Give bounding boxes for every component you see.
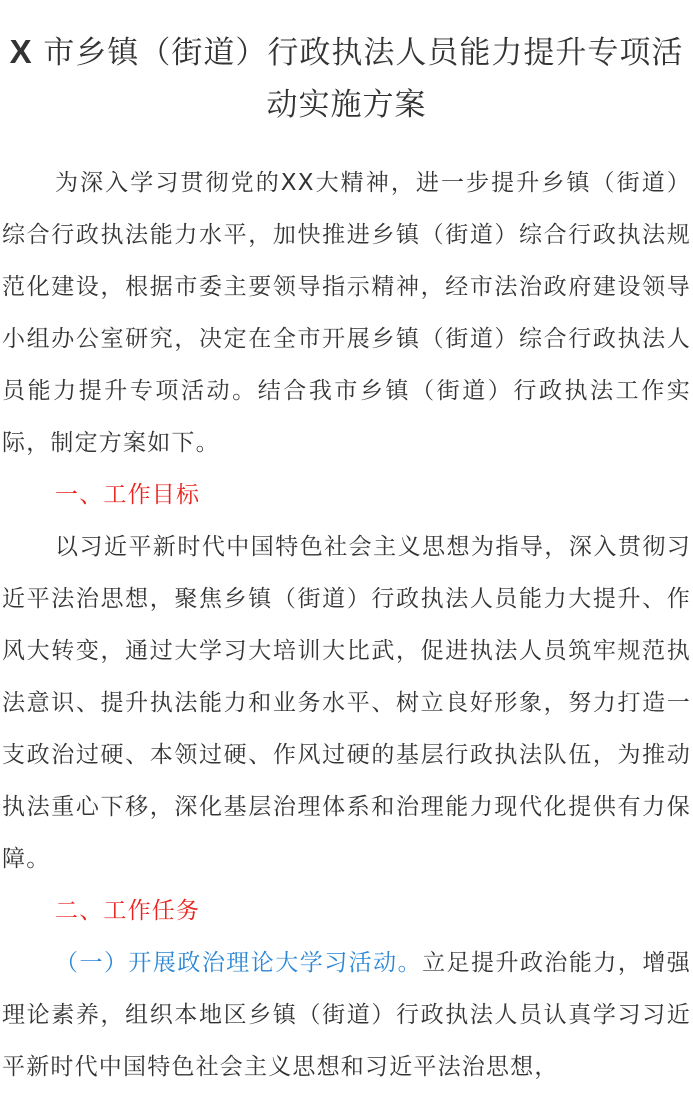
intro-paragraph: 为深入学习贯彻党的XX大精神，进一步提升乡镇（街道）综合行政执法能力水平，加快推进乡镇（街道）综合行政执法规范化建设，根据市委主要领导指示精神，经市法治政府建设领导小组办公室研究，决定在全市开展乡镇（街道）综合行政执法人员能力提升专项活动。结合我市乡镇（街道）行政执法工作实际，制定方案如下。 (2, 170, 691, 456)
task-paragraph (2, 937, 691, 1093)
task-1-body: 立足提升政治能力，增强理论素养，组织本地区乡镇（街道）行政执法人员认真学习习近平新时代中国特色社会主义思想和习近平法治思想， (2, 950, 691, 1080)
task-1-lead: （一）开展政治理论大学习活动。 (55, 950, 423, 976)
section-heading-work-tasks: 二、工作任务 (55, 898, 201, 924)
title-text: 市乡镇（街道）行政执法人员能力提升专项活动实施方案 (32, 35, 684, 123)
document-title (0, 26, 693, 131)
title-city-placeholder: X (9, 33, 33, 70)
goal-paragraph: 以习近平新时代中国特色社会主义思想为指导，深入贯彻习近平法治思想，聚焦乡镇（街道）行政执法人员能力大提升、作风大转变，通过大学习大培训大比武，促进执法人员筑牢规范执法意识、提升执法能力和业务水平、树立良好形象，努力打造一支政治过硬、本领过硬、作风过硬的基层行政执法队伍，为推动执法重心下移，深化基层治理体系和治理能力现代化提供有力保障。 (2, 534, 691, 872)
section-heading-work-goal: 一、工作目标 (55, 482, 201, 508)
